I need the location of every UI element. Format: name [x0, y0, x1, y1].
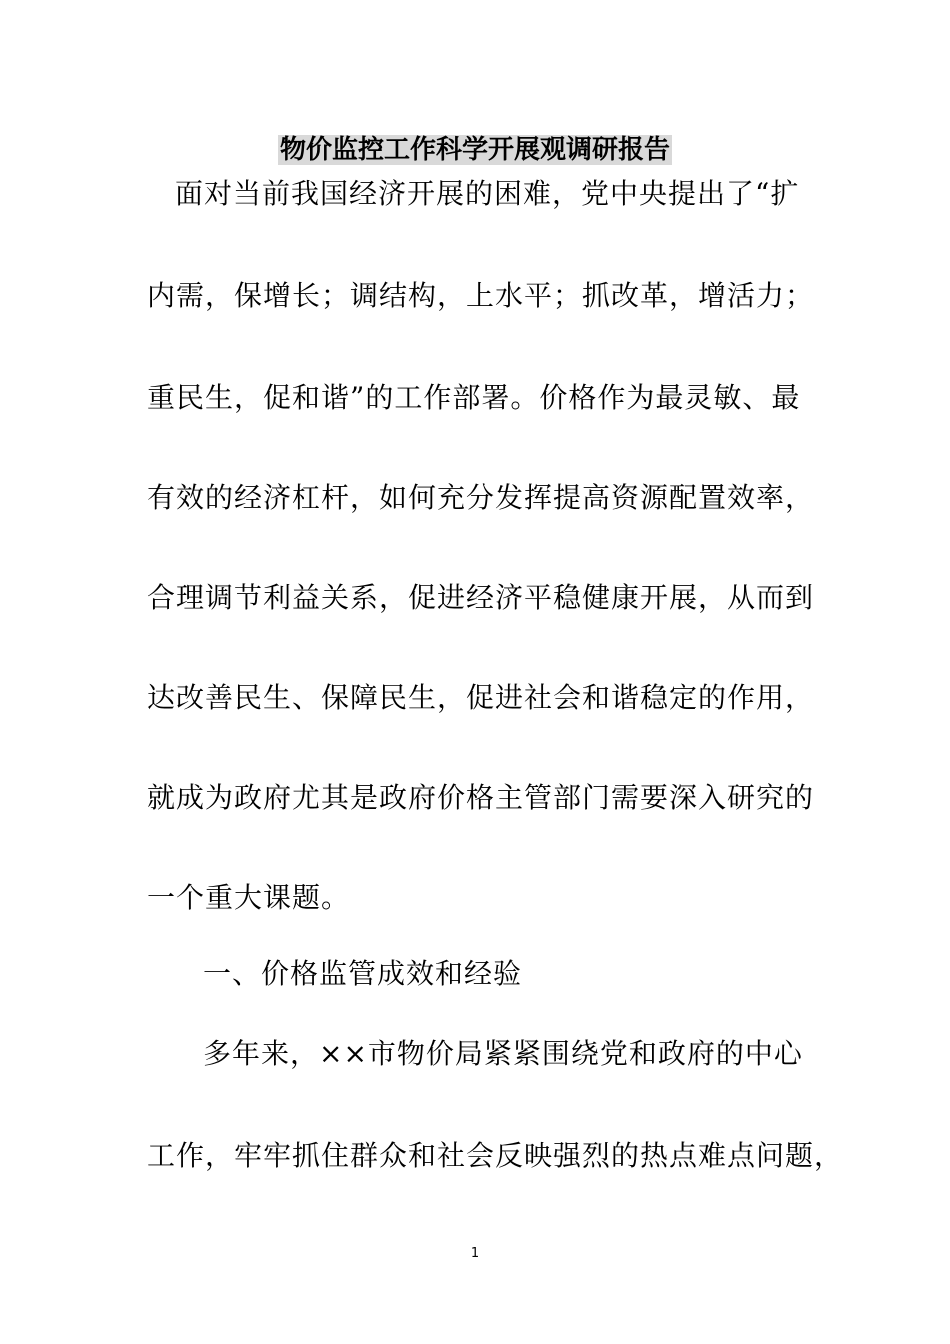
- paragraph-line: 面对当前我国经济开展的困难，党中央提出了“扩: [175, 177, 800, 210]
- paragraph-line: 重民生，促和谐”的工作部署。价格作为最灵敏、最: [147, 381, 801, 414]
- document-title: [0, 130, 950, 170]
- paragraph-line: 内需，保增长；调结构，上水平；抓改革，增活力；: [147, 279, 815, 312]
- paragraph-line: 多年来，××市物价局紧紧围绕党和政府的中心: [203, 1037, 803, 1070]
- paragraph-line: 合理调节利益关系，促进经济平稳健康开展，从而到: [147, 581, 815, 614]
- paragraph-line: 工作，牢牢抓住群众和社会反映强烈的热点难点问题，: [147, 1139, 844, 1172]
- paragraph-line: 达改善民生、保障民生，促进社会和谐稳定的作用，: [147, 681, 815, 714]
- section-heading: 一、价格监管成效和经验: [203, 957, 523, 990]
- document-title-text: 物价监控工作科学开展观调研报告: [279, 135, 670, 165]
- page-number: 1: [470, 1246, 480, 1261]
- paragraph-line: 就成为政府尤其是政府价格主管部门需要深入研究的: [147, 781, 815, 814]
- paragraph-line: 有效的经济杠杆，如何充分发挥提高资源配置效率，: [147, 481, 815, 514]
- paragraph-line: 一个重大课题。: [147, 881, 351, 914]
